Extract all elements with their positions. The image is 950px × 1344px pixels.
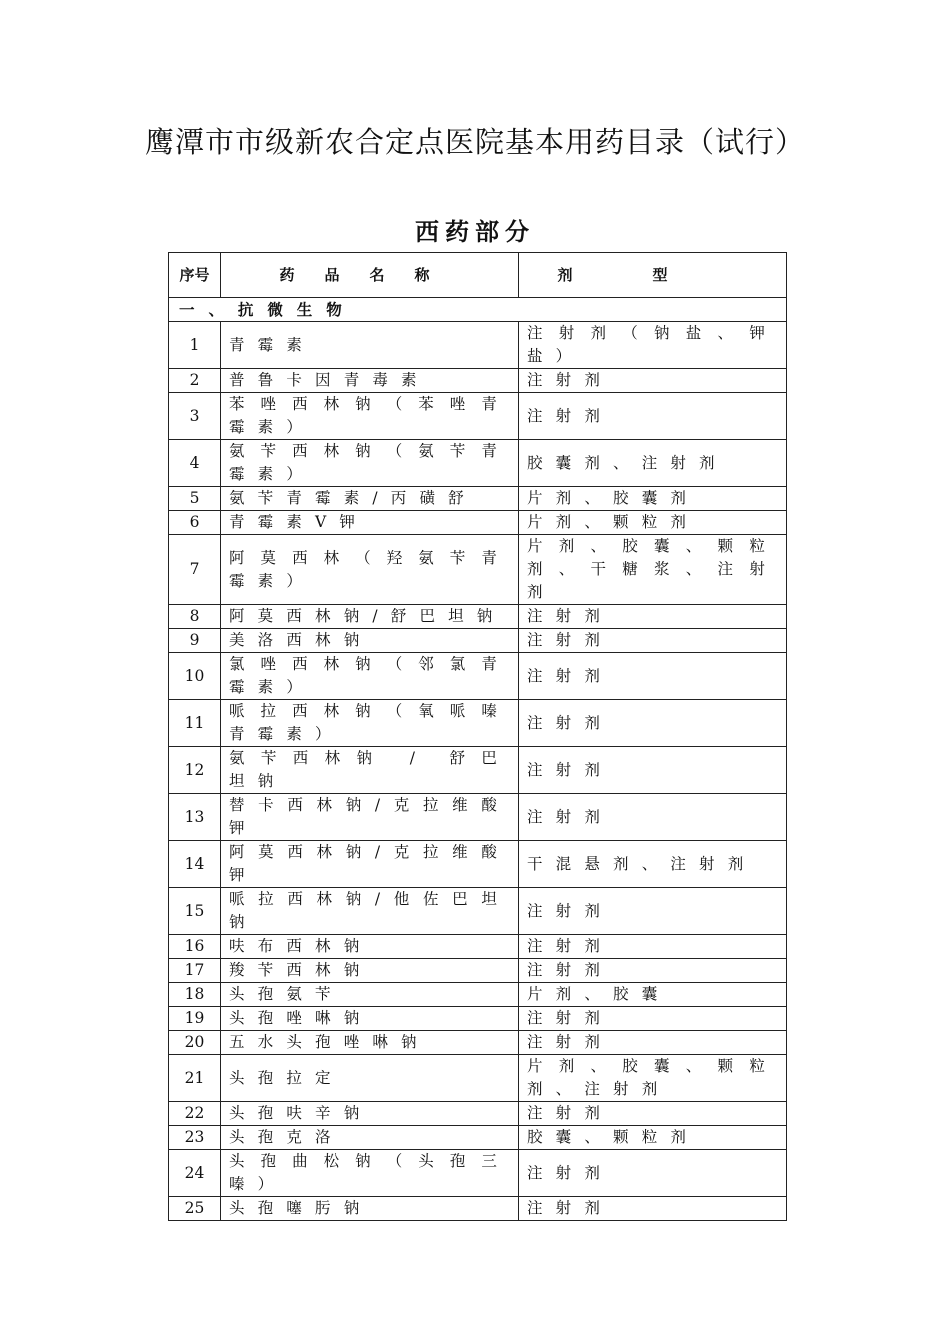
- table-row: [169, 888, 787, 935]
- row-drug-name: 羧苄西林钠: [221, 959, 519, 983]
- row-drug-name: 氯唑西林钠（邻氯青霉素）: [221, 653, 519, 700]
- row-index: 8: [169, 605, 221, 629]
- row-index: 16: [169, 935, 221, 959]
- row-dosage-form: 注射剂: [519, 794, 787, 841]
- row-drug-name: 头孢拉定: [221, 1055, 519, 1102]
- table-row: [169, 440, 787, 487]
- row-drug-name: 氨苄青霉素/丙磺舒: [221, 487, 519, 511]
- row-drug-name: 阿莫西林钠/克拉维酸钾: [221, 841, 519, 888]
- row-drug-name: 头孢曲松钠（头孢三嗪）: [221, 1150, 519, 1197]
- row-index: 10: [169, 653, 221, 700]
- row-index: 7: [169, 535, 221, 605]
- row-drug-name: 氨苄西林钠 / 舒巴坦钠: [221, 747, 519, 794]
- row-dosage-form: 注射剂: [519, 393, 787, 440]
- table-row: [169, 535, 787, 605]
- row-dosage-form: 注射剂: [519, 700, 787, 747]
- table-row: [169, 1150, 787, 1197]
- table-row: [169, 653, 787, 700]
- row-drug-name: 呋布西林钠: [221, 935, 519, 959]
- row-dosage-form: 片剂、颗粒剂: [519, 511, 787, 535]
- row-drug-name: 哌拉西林钠（氧哌嗪青霉素）: [221, 700, 519, 747]
- row-drug-name: 头孢唑啉钠: [221, 1007, 519, 1031]
- row-index: 2: [169, 369, 221, 393]
- table-row: [169, 393, 787, 440]
- row-dosage-form: 注射剂: [519, 629, 787, 653]
- row-index: 9: [169, 629, 221, 653]
- row-dosage-form: 干混悬剂、注射剂: [519, 841, 787, 888]
- row-drug-name: 青霉素: [221, 322, 519, 369]
- row-dosage-form: 注射剂: [519, 1150, 787, 1197]
- table-row: [169, 747, 787, 794]
- row-dosage-form: 注射剂: [519, 959, 787, 983]
- row-index: 21: [169, 1055, 221, 1102]
- row-dosage-form: 胶囊、颗粒剂: [519, 1126, 787, 1150]
- table-row: [169, 983, 787, 1007]
- row-drug-name: 阿莫西林钠/舒巴坦钠: [221, 605, 519, 629]
- table-row: [169, 629, 787, 653]
- table-row: [169, 1102, 787, 1126]
- row-drug-name: 头孢克洛: [221, 1126, 519, 1150]
- row-dosage-form: 注射剂: [519, 369, 787, 393]
- table-row: [169, 959, 787, 983]
- row-dosage-form: 片剂、胶囊、颗粒剂、注射剂: [519, 1055, 787, 1102]
- row-index: 1: [169, 322, 221, 369]
- row-dosage-form: 片剂、胶囊: [519, 983, 787, 1007]
- row-drug-name: 替卡西林钠/克拉维酸钾: [221, 794, 519, 841]
- row-index: 19: [169, 1007, 221, 1031]
- row-index: 17: [169, 959, 221, 983]
- row-index: 11: [169, 700, 221, 747]
- table-row: [169, 700, 787, 747]
- row-drug-name: 五水头孢唑啉钠: [221, 1031, 519, 1055]
- row-index: 12: [169, 747, 221, 794]
- row-dosage-form: 注射剂: [519, 605, 787, 629]
- table-row: [169, 1031, 787, 1055]
- row-drug-name: 头孢噻肟钠: [221, 1197, 519, 1221]
- row-index: 24: [169, 1150, 221, 1197]
- row-dosage-form: 注射剂: [519, 747, 787, 794]
- row-index: 20: [169, 1031, 221, 1055]
- row-index: 3: [169, 393, 221, 440]
- table-row: [169, 935, 787, 959]
- row-drug-name: 氨苄西林钠（氨苄青霉素）: [221, 440, 519, 487]
- row-drug-name: 美洛西林钠: [221, 629, 519, 653]
- row-index: 5: [169, 487, 221, 511]
- row-index: 25: [169, 1197, 221, 1221]
- row-dosage-form: 注射剂: [519, 653, 787, 700]
- row-index: 18: [169, 983, 221, 1007]
- table-row: [169, 487, 787, 511]
- row-index: 6: [169, 511, 221, 535]
- row-dosage-form: 注射剂（钠盐、钾盐）: [519, 322, 787, 369]
- table-row: [169, 1055, 787, 1102]
- header-form: 剂型: [519, 253, 787, 298]
- row-index: 15: [169, 888, 221, 935]
- row-dosage-form: 注射剂: [519, 1007, 787, 1031]
- drug-table: [168, 252, 787, 1221]
- row-drug-name: 阿莫西林（羟氨苄青霉素）: [221, 535, 519, 605]
- row-dosage-form: 片剂、胶囊剂: [519, 487, 787, 511]
- section-title: 西药部分: [415, 218, 535, 246]
- row-index: 4: [169, 440, 221, 487]
- table-row: [169, 322, 787, 369]
- table-row: [169, 369, 787, 393]
- table-row: [169, 794, 787, 841]
- row-drug-name: 头孢氨苄: [221, 983, 519, 1007]
- header-index: 序号: [169, 253, 221, 298]
- row-dosage-form: 注射剂: [519, 1197, 787, 1221]
- row-dosage-form: 胶囊剂、注射剂: [519, 440, 787, 487]
- row-dosage-form: 注射剂: [519, 1102, 787, 1126]
- row-drug-name: 头孢呋辛钠: [221, 1102, 519, 1126]
- category-label: 一、抗微生物: [169, 298, 787, 322]
- row-dosage-form: 注射剂: [519, 888, 787, 935]
- table-row: [169, 841, 787, 888]
- table-row: [169, 511, 787, 535]
- row-drug-name: 哌拉西林钠/他佐巴坦钠: [221, 888, 519, 935]
- row-drug-name: 青霉素V钾: [221, 511, 519, 535]
- document-title: 鹰潭市市级新农合定点医院基本用药目录（试行）: [144, 125, 805, 159]
- table-row: [169, 1197, 787, 1221]
- row-index: 13: [169, 794, 221, 841]
- row-drug-name: 苯唑西林钠（苯唑青霉素）: [221, 393, 519, 440]
- table-row: [169, 1007, 787, 1031]
- row-dosage-form: 片剂、胶囊、颗粒剂、干糖浆、注射剂: [519, 535, 787, 605]
- row-index: 23: [169, 1126, 221, 1150]
- category-row: [169, 298, 787, 322]
- table-row: [169, 1126, 787, 1150]
- row-dosage-form: 注射剂: [519, 1031, 787, 1055]
- header-name: 药品名称: [221, 253, 519, 298]
- row-dosage-form: 注射剂: [519, 935, 787, 959]
- row-drug-name: 普鲁卡因青毒素: [221, 369, 519, 393]
- row-index: 14: [169, 841, 221, 888]
- table-header-row: [169, 253, 787, 298]
- table-row: [169, 605, 787, 629]
- row-index: 22: [169, 1102, 221, 1126]
